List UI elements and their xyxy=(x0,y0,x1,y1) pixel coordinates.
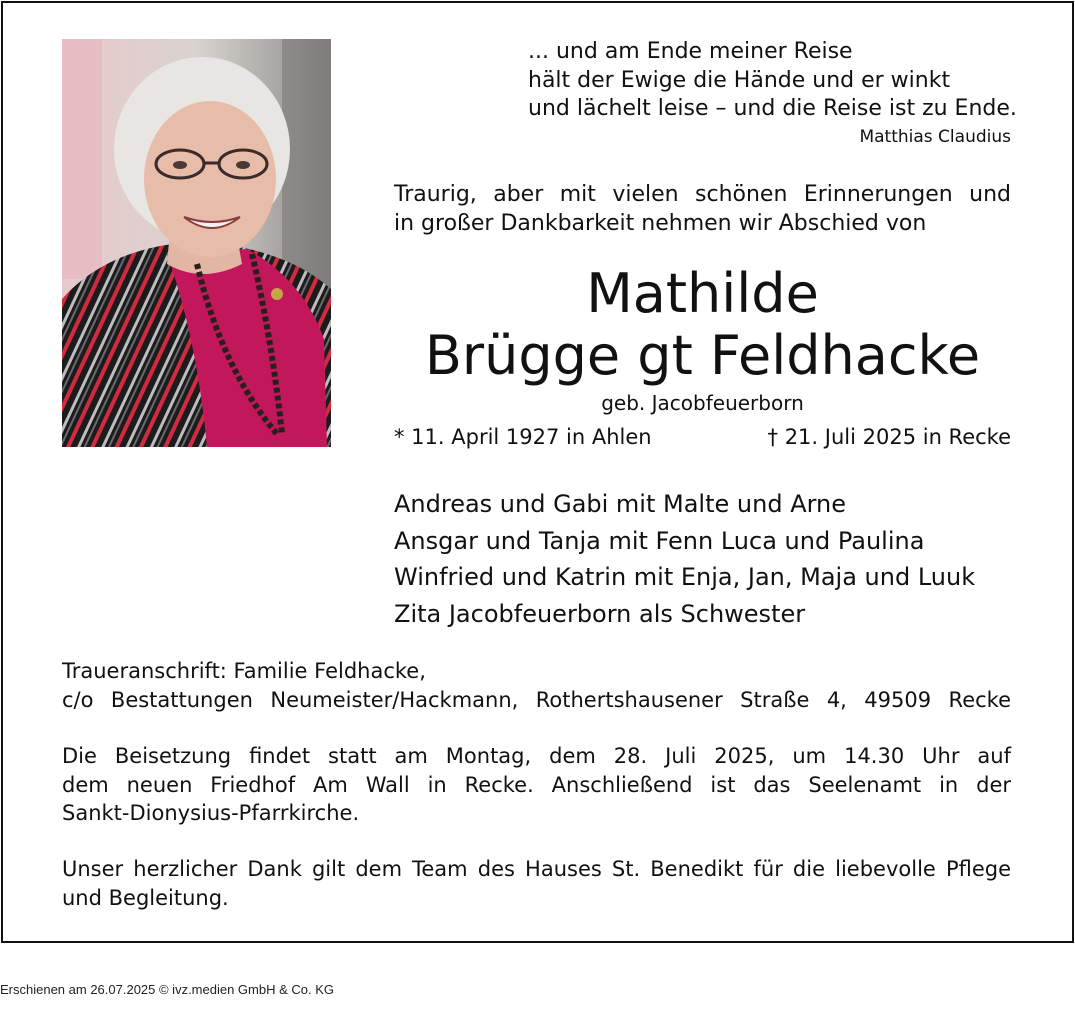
family-member-line: Ansgar und Tanja mit Fenn Luca und Paulina xyxy=(394,526,925,555)
publication-footer: Erschienen am 26.07.2025 © ivz.medien GmbH & Co. KG xyxy=(0,982,335,997)
burial-line: dem neuen Friedhof Am Wall in Recke. Anschließend ist das Seelenamt in der xyxy=(62,772,1011,797)
deceased-maiden-name: geb. Jacobfeuerborn xyxy=(601,391,804,415)
family-member-line: Zita Jacobfeuerborn als Schwester xyxy=(394,599,806,628)
family-member-line: Winfried und Katrin mit Enja, Jan, Maja und Luuk xyxy=(394,563,976,591)
intro-line: Traurig, aber mit vielen schönen Erinnerungen und xyxy=(394,182,1011,207)
death-date: † 21. Juli 2025 in Recke xyxy=(767,425,1011,449)
thanks-text xyxy=(62,855,1011,912)
mourning-address xyxy=(62,657,1011,715)
family-list xyxy=(394,486,975,632)
birth-date: * 11. April 1927 in Ahlen xyxy=(394,425,652,449)
burial-info xyxy=(62,742,1011,828)
intro-text xyxy=(394,180,1011,238)
burial-line: Die Beisetzung findet statt am Montag, dem 28. Juli 2025, um 14.30 Uhr auf xyxy=(62,744,1011,768)
deceased-last-name: Brügge gt Feldhacke xyxy=(424,324,981,387)
family-member-line: Andreas und Gabi mit Malte und Arne xyxy=(394,490,847,518)
address-line: Traueranschrift: Familie Feldhacke, xyxy=(62,659,426,683)
thanks-line: Unser herzlicher Dank gilt dem Team des Hauses St. Benedikt für die liebevolle Pflege xyxy=(62,857,1011,881)
deceased-first-name: Mathilde xyxy=(586,262,819,325)
address-line: c/o Bestattungen Neumeister/Hackmann, Rothertshausener Straße 4, 49509 Recke xyxy=(62,688,1011,712)
poem-line: und lächelt leise – und die Reise ist zu Ende. xyxy=(528,96,1017,121)
thanks-line: und Begleitung. xyxy=(62,885,229,910)
intro-line: in großer Dankbarkeit nehmen wir Abschied von xyxy=(394,211,927,236)
poem-author: Matthias Claudius xyxy=(859,127,1011,147)
burial-line: Sankt-Dionysius-Pfarrkirche. xyxy=(62,801,360,825)
poem-line: ... und am Ende meiner Reise xyxy=(528,39,853,64)
poem xyxy=(528,38,1018,124)
poem-line: hält der Ewige die Hände und er winkt xyxy=(528,67,951,93)
portrait-illustration xyxy=(62,39,331,447)
portrait-photo xyxy=(62,39,331,447)
